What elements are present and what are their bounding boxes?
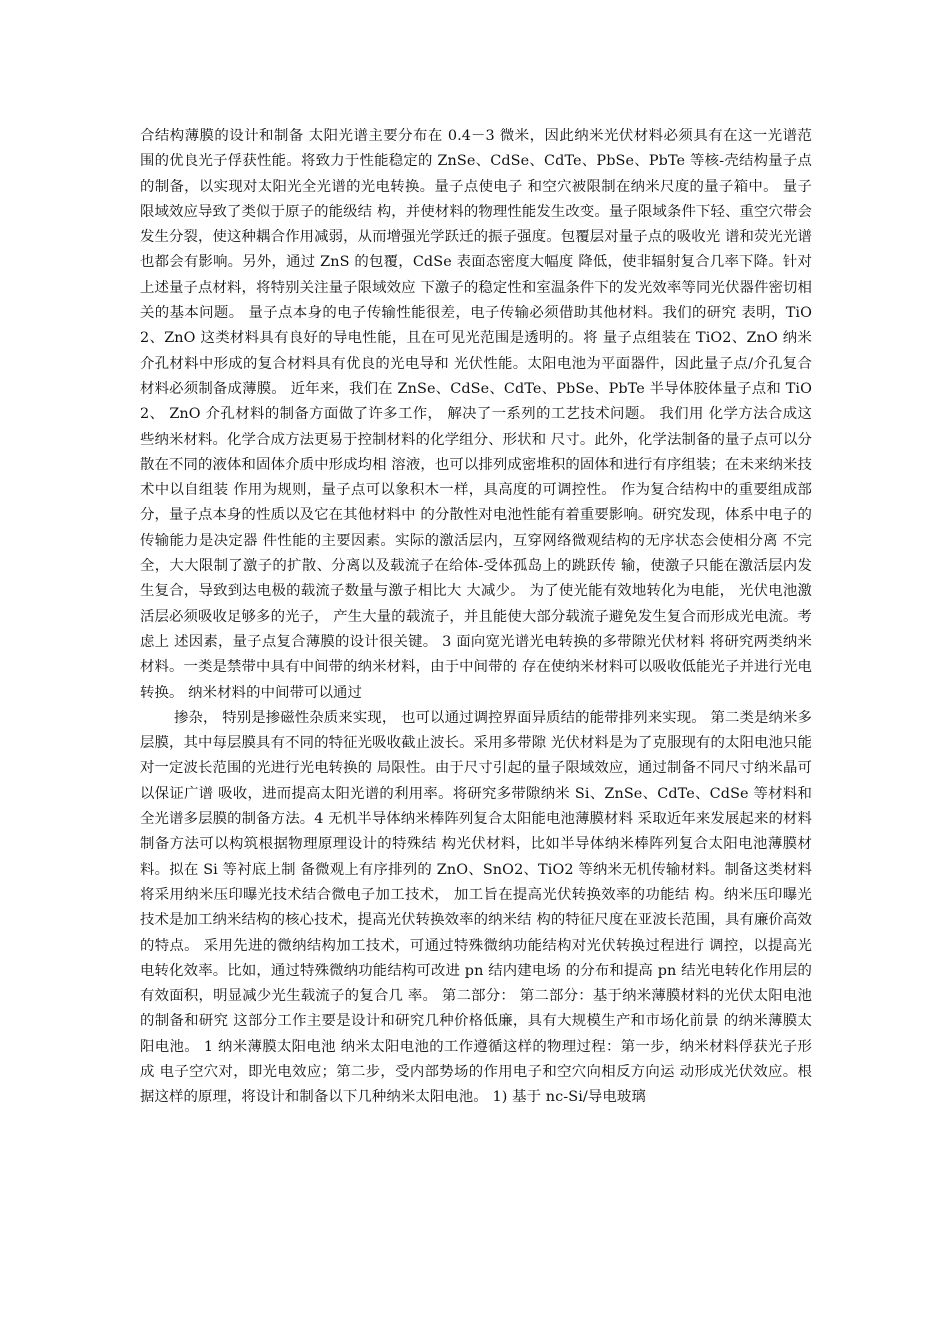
document-body <box>140 124 812 1111</box>
paragraph-1: 合结构薄膜的设计和制备 太阳光谱主要分布在 0.4－3 微米，因此纳米光伏材料必须具有在这一光谱范 围的优良光子俘获性能。将致力于性能稳定的 ZnSe、CdSe、CdTe、PbSe、PbTe 等核-壳结构量子点的制备，以实现对太阳光全光谱的光电转换。量子点使电子 和空穴被限制在纳米尺度的量子箱中。 量子限域效应导致了类似于原子的能级结 构，并使材料的物理性能发生改变。量子限域条件下轻、重空穴带会发生分裂，使这种耦合作用减弱，从而增强光学跃迁的振子强度。包覆层对量子点的吸收光 谱和荧光光谱也都会有影响。另外，通过 ZnS 的包覆，CdSe 表面态密度大幅度 降低，使非辐射复合几率下降。针对上述量子点材料，将特别关注量子限域效应 下激子的稳定性和室温条件下的发光效率等同光伏器件密切相关的基本问题。 量子点本身的电子传输性能很差，电子传输必须借助其他材料。我们的研究 表明，TiO2、ZnO 这类材料具有良好的导电性能，且在可见光范围是透明的。将 量子点组装在 TiO2、ZnO 纳米介孔材料中形成的复合材料具有优良的光电导和 光伏性能。太阳电池为平面器件，因此量子点/介孔复合材料必须制备成薄膜。 近年来，我们在 ZnSe、CdSe、CdTe、PbSe、PbTe 半导体胶体量子点和 TiO2、 ZnO 介孔材料的制备方面做了许多工作， 解决了一系列的工艺技术问题。 我们用 化学方法合成这些纳米材料。化学合成方法更易于控制材料的化学组分、形状和 尺寸。此外，化学法制备的量子点可以分散在不同的液体和固体介质中形成均相 溶液，也可以排列成密堆积的固体和进行有序组装；在未来纳米技术中以自组装 作用为规则，量子点可以象积木一样，具高度的可调控性。 作为复合结构中的重要组成部分，量子点本身的性质以及它在其他材料中 的分散性对电池性能有着重要影响。研究发现，体系中电子的传输能力是决定器 件性能的主要因素。实际的激活层内，互穿网络微观结构的无序状态会使相分离 不完全，大大限制了激子的扩散、分离以及载流子在给体-受体孤岛上的跳跃传 输，使激子只能在激活层内发生复合，导致到达电极的载流子数量与激子相比大 大减少。 为了使光能有效地转化为电能， 光伏电池激活层必须吸收足够多的光子， 产生大量的载流子，并且能使大部分载流子避免发生复合而形成光电流。考虑上 述因素，量子点复合薄膜的设计很关键。 3 面向宽光谱光电转换的多带隙光伏材料 将研究两类纳米材料。一类是禁带中具有中间带的纳米材料，由于中间带的 存在使纳米材料可以吸收低能光子并进行光电转换。 纳米材料的中间带可以通过 <box>140 128 812 701</box>
paragraph-2: 掺杂， 特别是掺磁性杂质来实现， 也可以通过调控界面异质结的能带排列来实现。 第二类是纳米多层膜，其中每层膜具有不同的特征光吸收截止波长。采用多带隙 光伏材料是为了克服现有的太阳电池只能对一定波长范围的光进行光电转换的 局限性。由于尺寸引起的量子限域效应，通过制备不同尺寸纳米晶可以保证广谱 吸收，进而提高太阳光谱的利用率。将研究多带隙纳米 Si、ZnSe、CdTe、CdSe 等材料和全光谱多层膜的制备方法。4 无机半导体纳米棒阵列复合太阳能电池薄膜材料 采取近年来发展起来的材料制备方法可以构筑根据物理原理设计的特殊结 构光伏材料，比如半导体纳米棒阵列复合太阳电池薄膜材料。拟在 Si 等衬底上制 备微观上有序排列的 ZnO、SnO2、TiO2 等纳米无机传输材料。制备这类材料将采用纳米压印曝光技术结合微电子加工技术， 加工旨在提高光伏转换效率的功能结 构。纳米压印曝光技术是加工纳米结构的核心技术，提高光伏转换效率的纳米结 构的特征尺度在亚波长范围，具有廉价高效的特点。 采用先进的微纳结构加工技术，可通过特殊微纳功能结构对光伏转换过程进行 调控，以提高光电转化效率。比如，通过特殊微纳功能结构可改进 pn 结内建电场 的分布和提高 pn 结光电转化作用层的有效面积，明显减少光生载流子的复合几 率。 第二部分： 第二部分：基于纳米薄膜材料的光伏太阳电池的制备和研究 这部分工作主要是设计和研究几种价格低廉，具有大规模生产和市场化前景 的纳米薄膜太阳电池。 1 纳米薄膜太阳电池 纳米太阳电池的工作遵循这样的物理过程：第一步，纳米材料俘获光子形成 电子空穴对，即光电效应；第二步，受内部势场的作用电子和空穴向相反方向运 动形成光伏效应。根据这样的原理，将设计和制备以下几种纳米太阳电池。 1) 基于 nc-Si/导电玻璃 <box>140 709 812 1106</box>
